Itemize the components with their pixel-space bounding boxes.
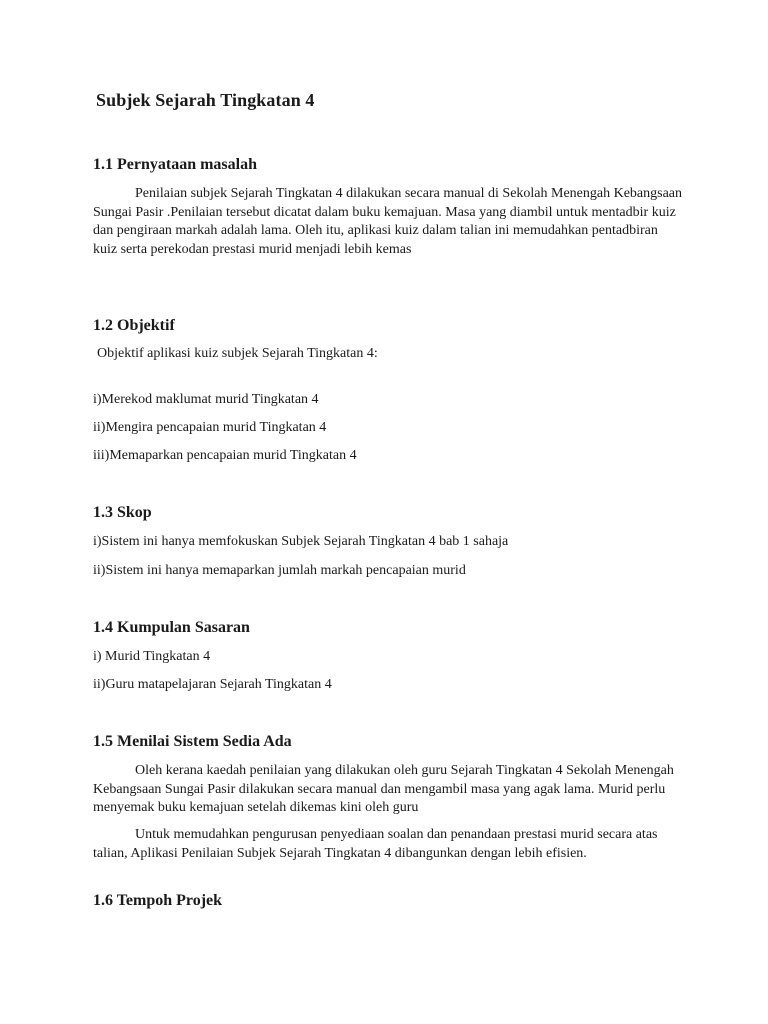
objektif-item-1: i)Merekod maklumat murid Tingkatan 4 — [93, 392, 319, 407]
section-heading-pernyataan-masalah: 1.1 Pernyataan masalah — [93, 156, 257, 173]
section-paragraph-pernyataan-masalah: Penilaian subjek Sejarah Tingkatan 4 dilakukan secara manual di Sekolah Menengah Kebangsaan Sungai Pasir .Penilaian tersebut dicatat dalam buku kemajuan. Masa yang diambil untuk mentadbir kuiz dan pengiraan markah adalah lama. Oleh itu, aplikasi kuiz dalam talian ini memudahkan pentadbiran kuiz serta perekodan prestasi murid menjadi lebih kemas — [93, 186, 683, 257]
menilai-paragraph-1: Oleh kerana kaedah penilaian yang dilakukan oleh guru Sejarah Tingkatan 4 Sekolah Menengah Kebangsaan Sungai Pasir dilakukan secara manual dan mengambil masa yang agak lama. Murid perlu menyemak buku kemajuan setelah dikemas kini oleh guru — [93, 763, 674, 815]
section-heading-menilai-sistem: 1.5 Menilai Sistem Sedia Ada — [93, 733, 292, 750]
menilai-paragraph-2: Untuk memudahkan pengurusan penyediaan soalan dan penandaan prestasi murid secara atas talian, Aplikasi Penilaian Subjek Sejarah Tingkatan 4 dibangunkan dengan lebih efisien. — [93, 827, 658, 861]
section-heading-skop: 1.3 Skop — [93, 504, 152, 521]
document-title: Subjek Sejarah Tingkatan 4 — [96, 90, 315, 110]
sasaran-item-1: i) Murid Tingkatan 4 — [93, 649, 211, 664]
skop-item-2: ii)Sistem ini hanya memaparkan jumlah markah pencapaian murid — [93, 563, 466, 578]
section-heading-objektif: 1.2 Objektif — [93, 317, 175, 334]
objektif-item-3: iii)Memaparkan pencapaian murid Tingkatan 4 — [93, 448, 357, 463]
section-heading-tempoh-projek: 1.6 Tempoh Projek — [93, 892, 223, 909]
sasaran-item-2: ii)Guru matapelajaran Sejarah Tingkatan 4 — [93, 677, 332, 692]
section-heading-kumpulan-sasaran: 1.4 Kumpulan Sasaran — [93, 619, 250, 636]
objektif-intro: Objektif aplikasi kuiz subjek Sejarah Tingkatan 4: — [97, 346, 378, 361]
objektif-item-2: ii)Mengira pencapaian murid Tingkatan 4 — [93, 420, 327, 435]
skop-item-1: i)Sistem ini hanya memfokuskan Subjek Sejarah Tingkatan 4 bab 1 sahaja — [93, 534, 509, 549]
